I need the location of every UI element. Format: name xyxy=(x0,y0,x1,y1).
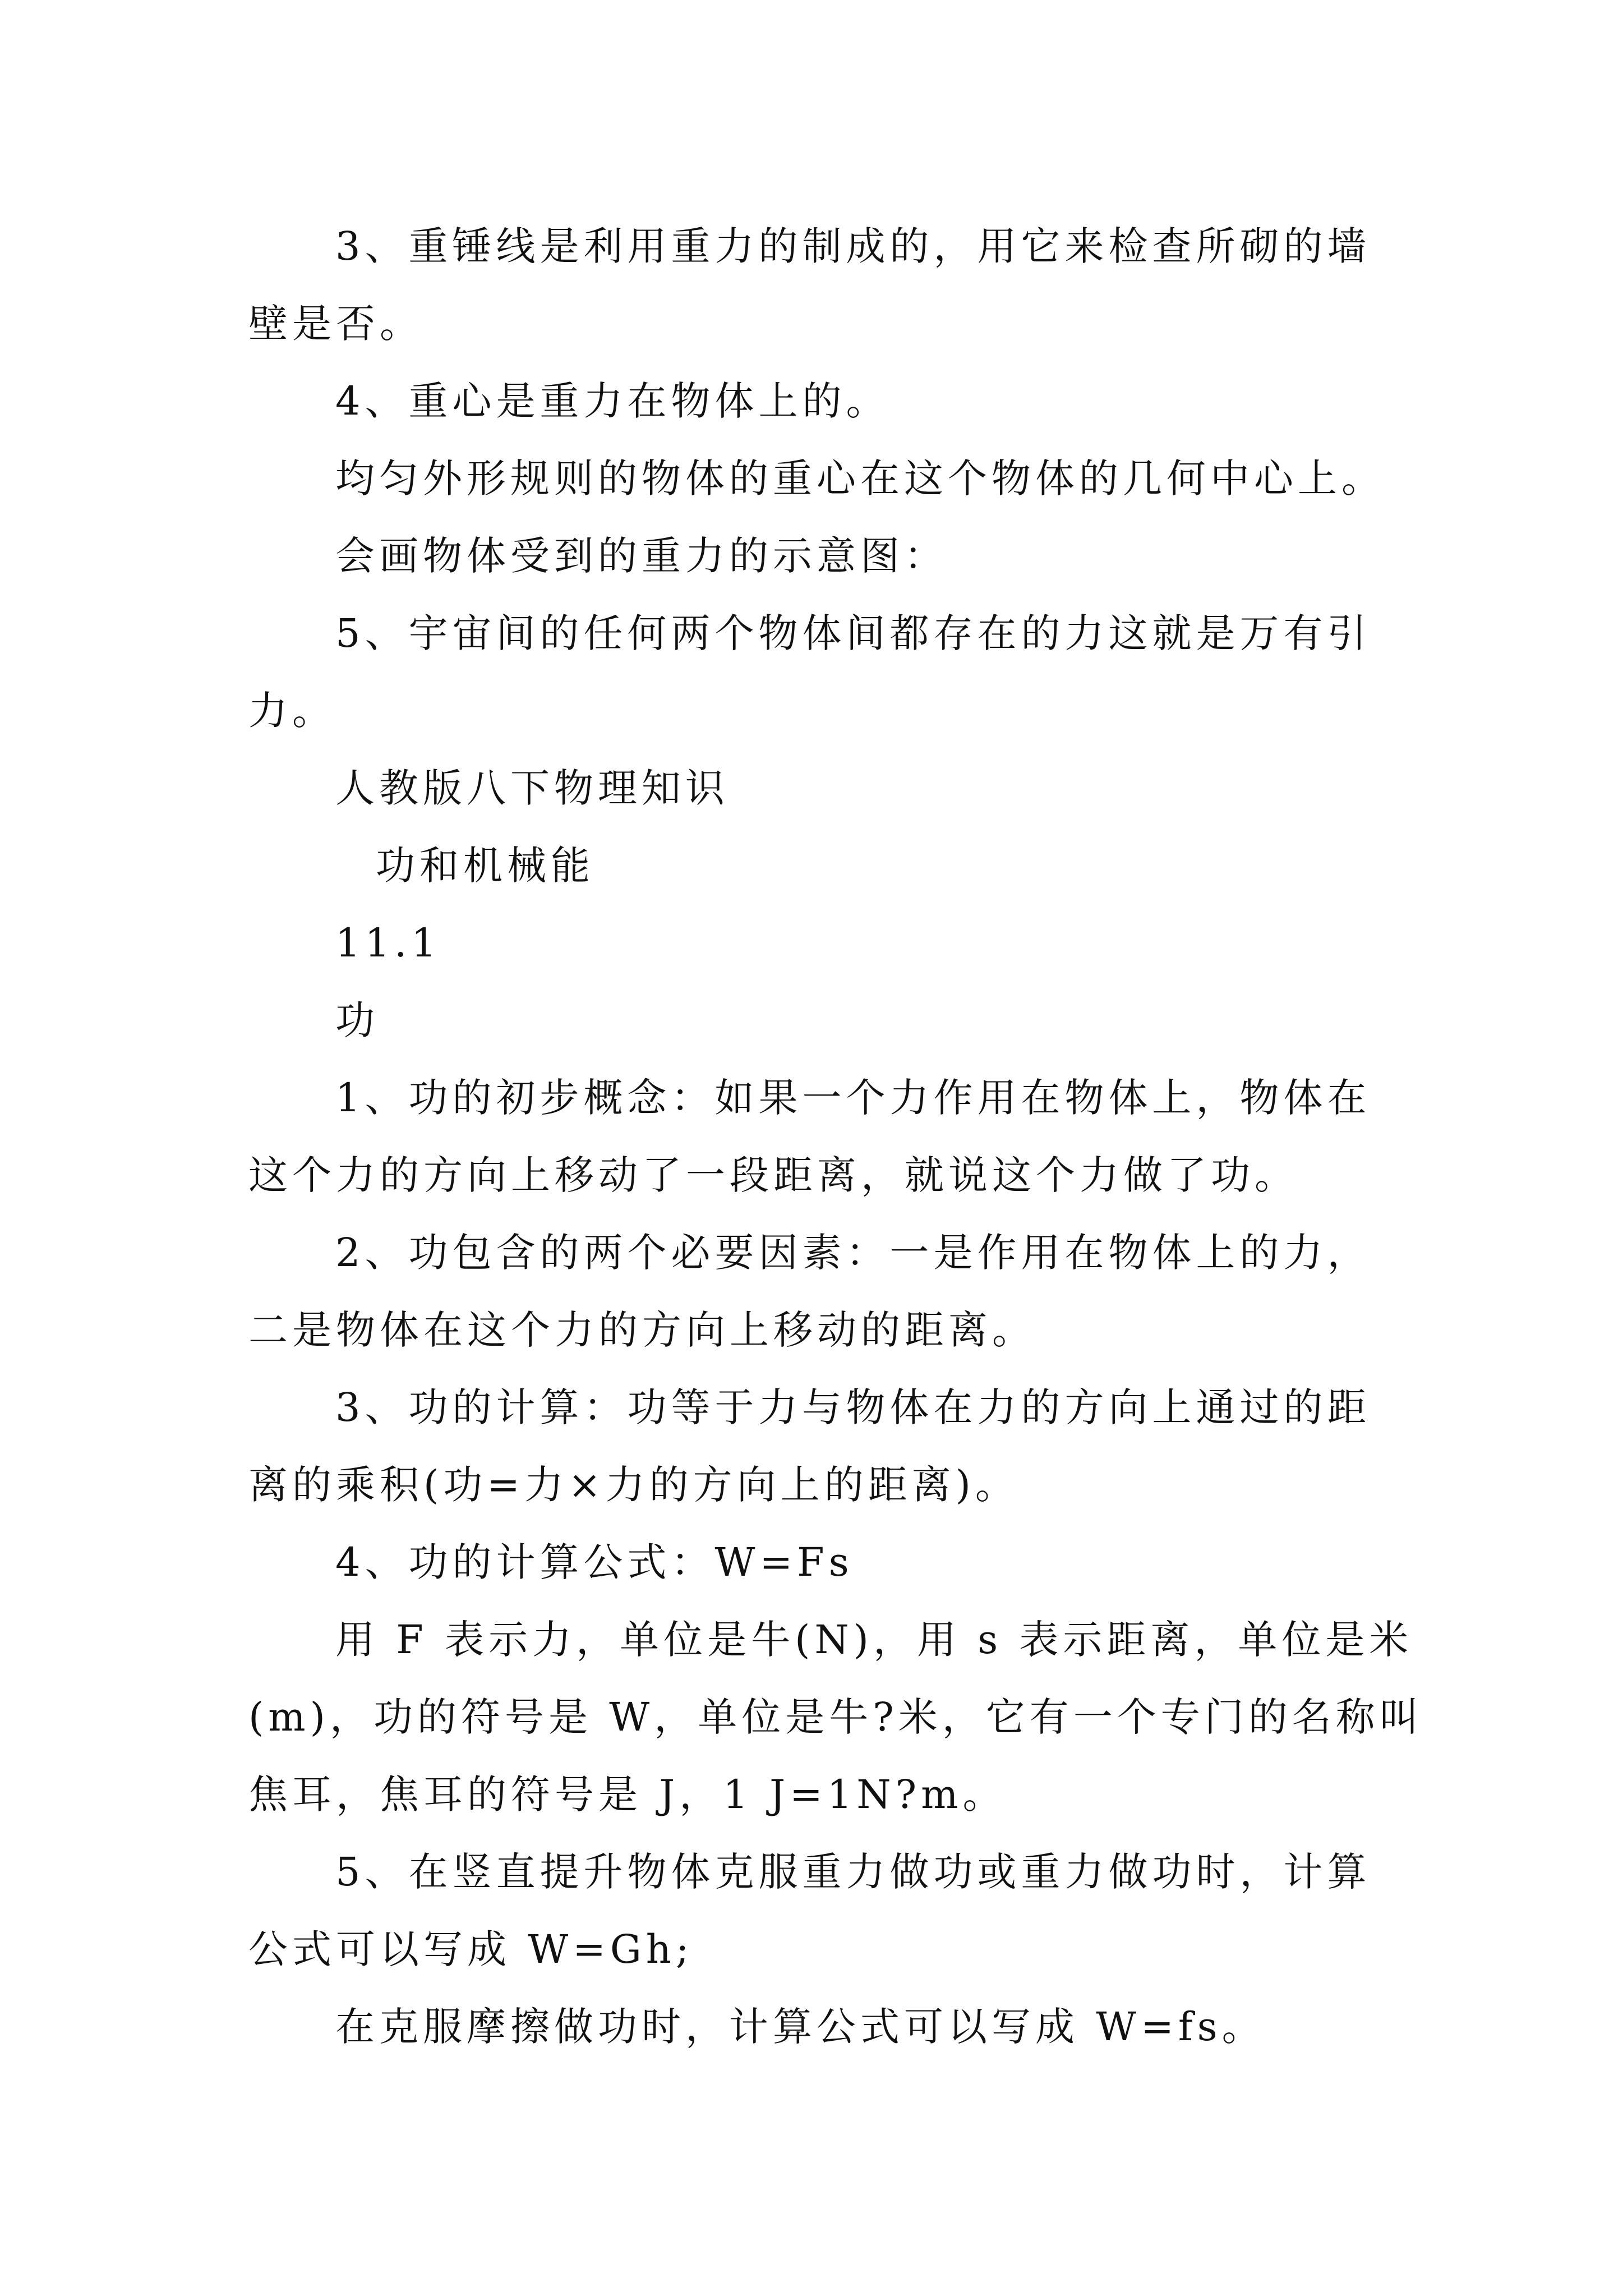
paragraph-line: 均匀外形规则的物体的重心在这个物体的几何中心上。 xyxy=(335,455,1385,501)
paragraph-line: 1、功的初步概念：如果一个力作用在物体上，物体在 xyxy=(335,1075,1371,1121)
paragraph-line: 在克服摩擦做功时，计算公式可以写成 W=fs。 xyxy=(335,2004,1266,2050)
paragraph-line: 壁是否。 xyxy=(248,301,423,347)
paragraph-line: 4、重心是重力在物体上的。 xyxy=(335,378,890,424)
paragraph-line: 3、功的计算：功等于力与物体在力的方向上通过的距 xyxy=(335,1384,1371,1430)
paragraph-line: 5、宇宙间的任何两个物体间都存在的力这就是万有引 xyxy=(335,610,1371,656)
section-number: 11.1 xyxy=(335,920,441,966)
paragraph-line: 焦耳，焦耳的符号是 J，1 J=1N?m。 xyxy=(248,1772,1007,1818)
paragraph-line: 这个力的方向上移动了一段距离，就说这个力做了功。 xyxy=(248,1152,1298,1198)
paragraph-line: 5、在竖直提升物体克服重力做功或重力做功时，计算 xyxy=(335,1849,1371,1895)
section-title: 功 xyxy=(335,997,379,1043)
chapter-heading: 功和机械能 xyxy=(376,843,594,889)
paragraph-line: 2、功包含的两个必要因素：一是作用在物体上的力， xyxy=(335,1230,1371,1276)
section-heading: 人教版八下物理知识 xyxy=(335,765,729,811)
paragraph-line: 力。 xyxy=(248,688,336,734)
formula-line: 4、功的计算公式：W=Fs xyxy=(335,1539,854,1585)
paragraph-line: 公式可以写成 W=Gh; xyxy=(248,1926,694,1972)
paragraph-line: 二是物体在这个力的方向上移动的距离。 xyxy=(248,1307,1036,1353)
paragraph-line: (m)，功的符号是 W，单位是牛?米，它有一个专门的名称叫 xyxy=(248,1694,1423,1740)
paragraph-line: 用 F 表示力，单位是牛(N)，用 s 表示距离，单位是米 xyxy=(335,1617,1413,1663)
paragraph-line: 3、重锤线是利用重力的制成的，用它来检查所砌的墙 xyxy=(335,223,1371,269)
paragraph-line: 离的乘积(功=力×力的方向上的距离)。 xyxy=(248,1462,1019,1508)
paragraph-line: 会画物体受到的重力的示意图： xyxy=(335,533,948,579)
